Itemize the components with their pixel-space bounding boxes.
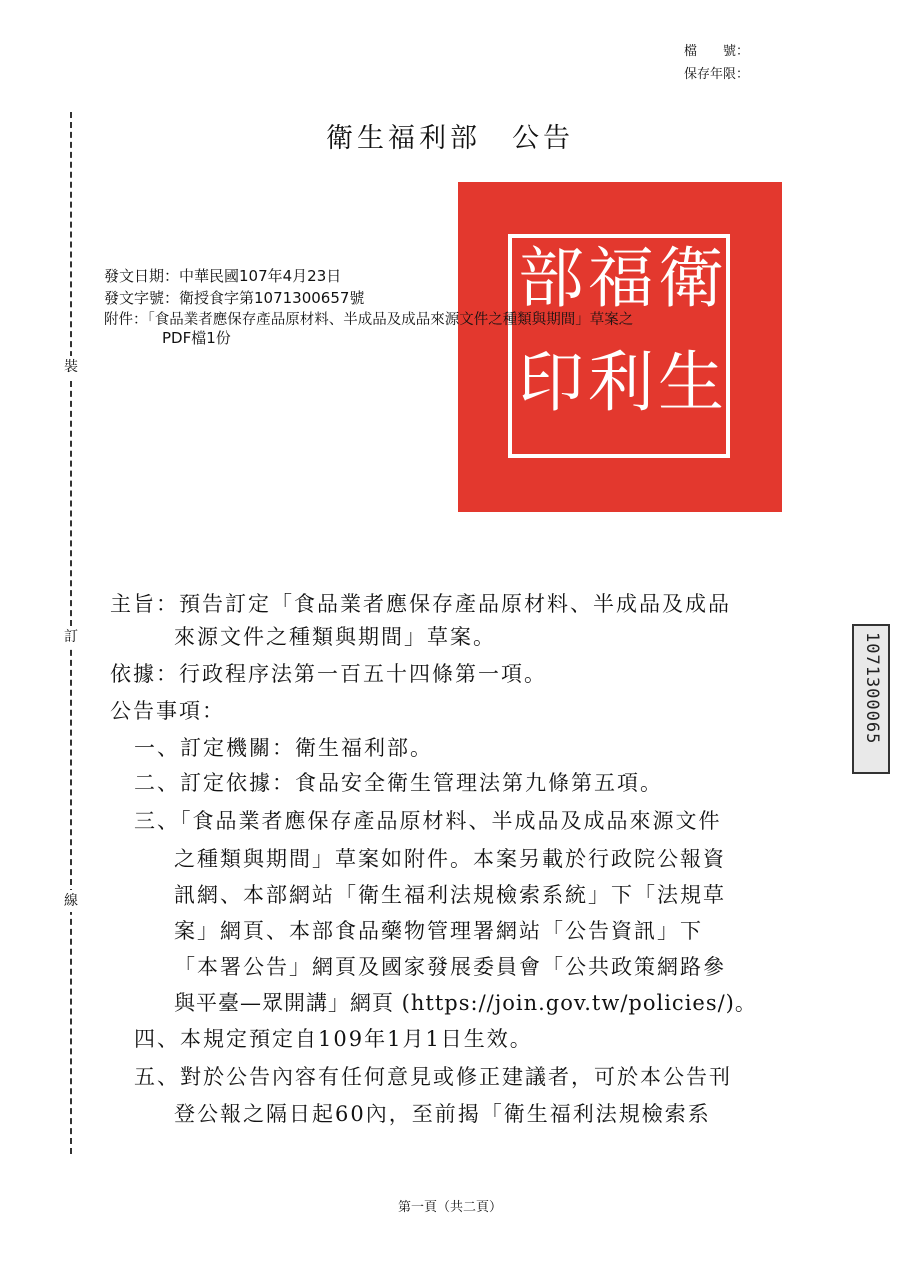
seal-char: 印 [518,344,584,421]
document-number: 發文字號：衛授食字第1071300657號 [104,289,365,307]
attachment-line: 附件：「食品業者應保存產品原材料、半成品及成品來源文件之種類與期間」草案之 [104,312,634,328]
issue-date: 發文日期：中華民國107年4月23日 [104,267,342,285]
receipt-number-stamp [852,624,890,774]
notice-item-4: 四、本規定預定自109年1月1日生效。 [134,1027,533,1051]
binding-mark-ding: 訂 [60,626,82,648]
notice-item-3: 三、「食品業者應保存產品原材料、半成品及成品來源文件 [134,809,722,833]
seal-char: 福 [588,240,654,317]
subject-line-cont: 來源文件之種類與期間」草案。 [174,625,496,649]
page-number-footer: 第一頁（共二頁） [397,1200,502,1215]
notice-item-3-cont: 之種類與期間」草案如附件。本案另載於行政院公報資 [174,847,726,871]
notice-heading: 公告事項： [110,699,225,723]
notice-item-5: 五、對於公告內容有任何意見或修正建議者，可於本公告刊 [134,1065,732,1089]
retention-period-label: 保存年限： [684,67,750,82]
notice-item-3-cont: 案」網頁、本部食品藥物管理署網站「公告資訊」下 [174,919,703,943]
file-number-label: 檔 號： [684,44,750,59]
seal-char: 利 [588,344,654,421]
subject-line: 主旨：預告訂定「食品業者應保存產品原材料、半成品及成品 [110,592,731,616]
stamp-number: 1071300065 [862,632,882,745]
seal-char: 生 [658,344,724,421]
attachment-line-cont: PDF檔1份 [162,329,231,347]
notice-item-1: 一、訂定機關：衛生福利部。 [134,736,433,760]
notice-item-3-cont: 「本署公告」網頁及國家發展委員會「公共政策網路參 [174,955,726,979]
notice-item-5-cont: 登公報之隔日起60內，至前揭「衛生福利法規檢索系 [174,1102,711,1126]
seal-char: 衛 [658,240,724,317]
notice-item-3-cont: 訊網、本部網站「衛生福利法規檢索系統」下「法規草 [174,883,726,907]
archive-info [684,40,749,86]
seal-frame [508,234,730,458]
binding-mark-xian: 線 [60,890,82,912]
official-seal [458,182,782,512]
page-title: 衛生福利部 公告 [326,123,574,154]
notice-item-2: 二、訂定依據：食品安全衛生管理法第九條第五項。 [134,771,663,795]
binding-mark-zhuang: 裝 [60,356,82,378]
basis-line: 依據：行政程序法第一百五十四條第一項。 [110,662,547,686]
seal-char: 部 [518,240,584,317]
notice-item-3-cont: 與平臺—眾開講」網頁 (https://join.gov.tw/policies/)。 [174,991,757,1015]
